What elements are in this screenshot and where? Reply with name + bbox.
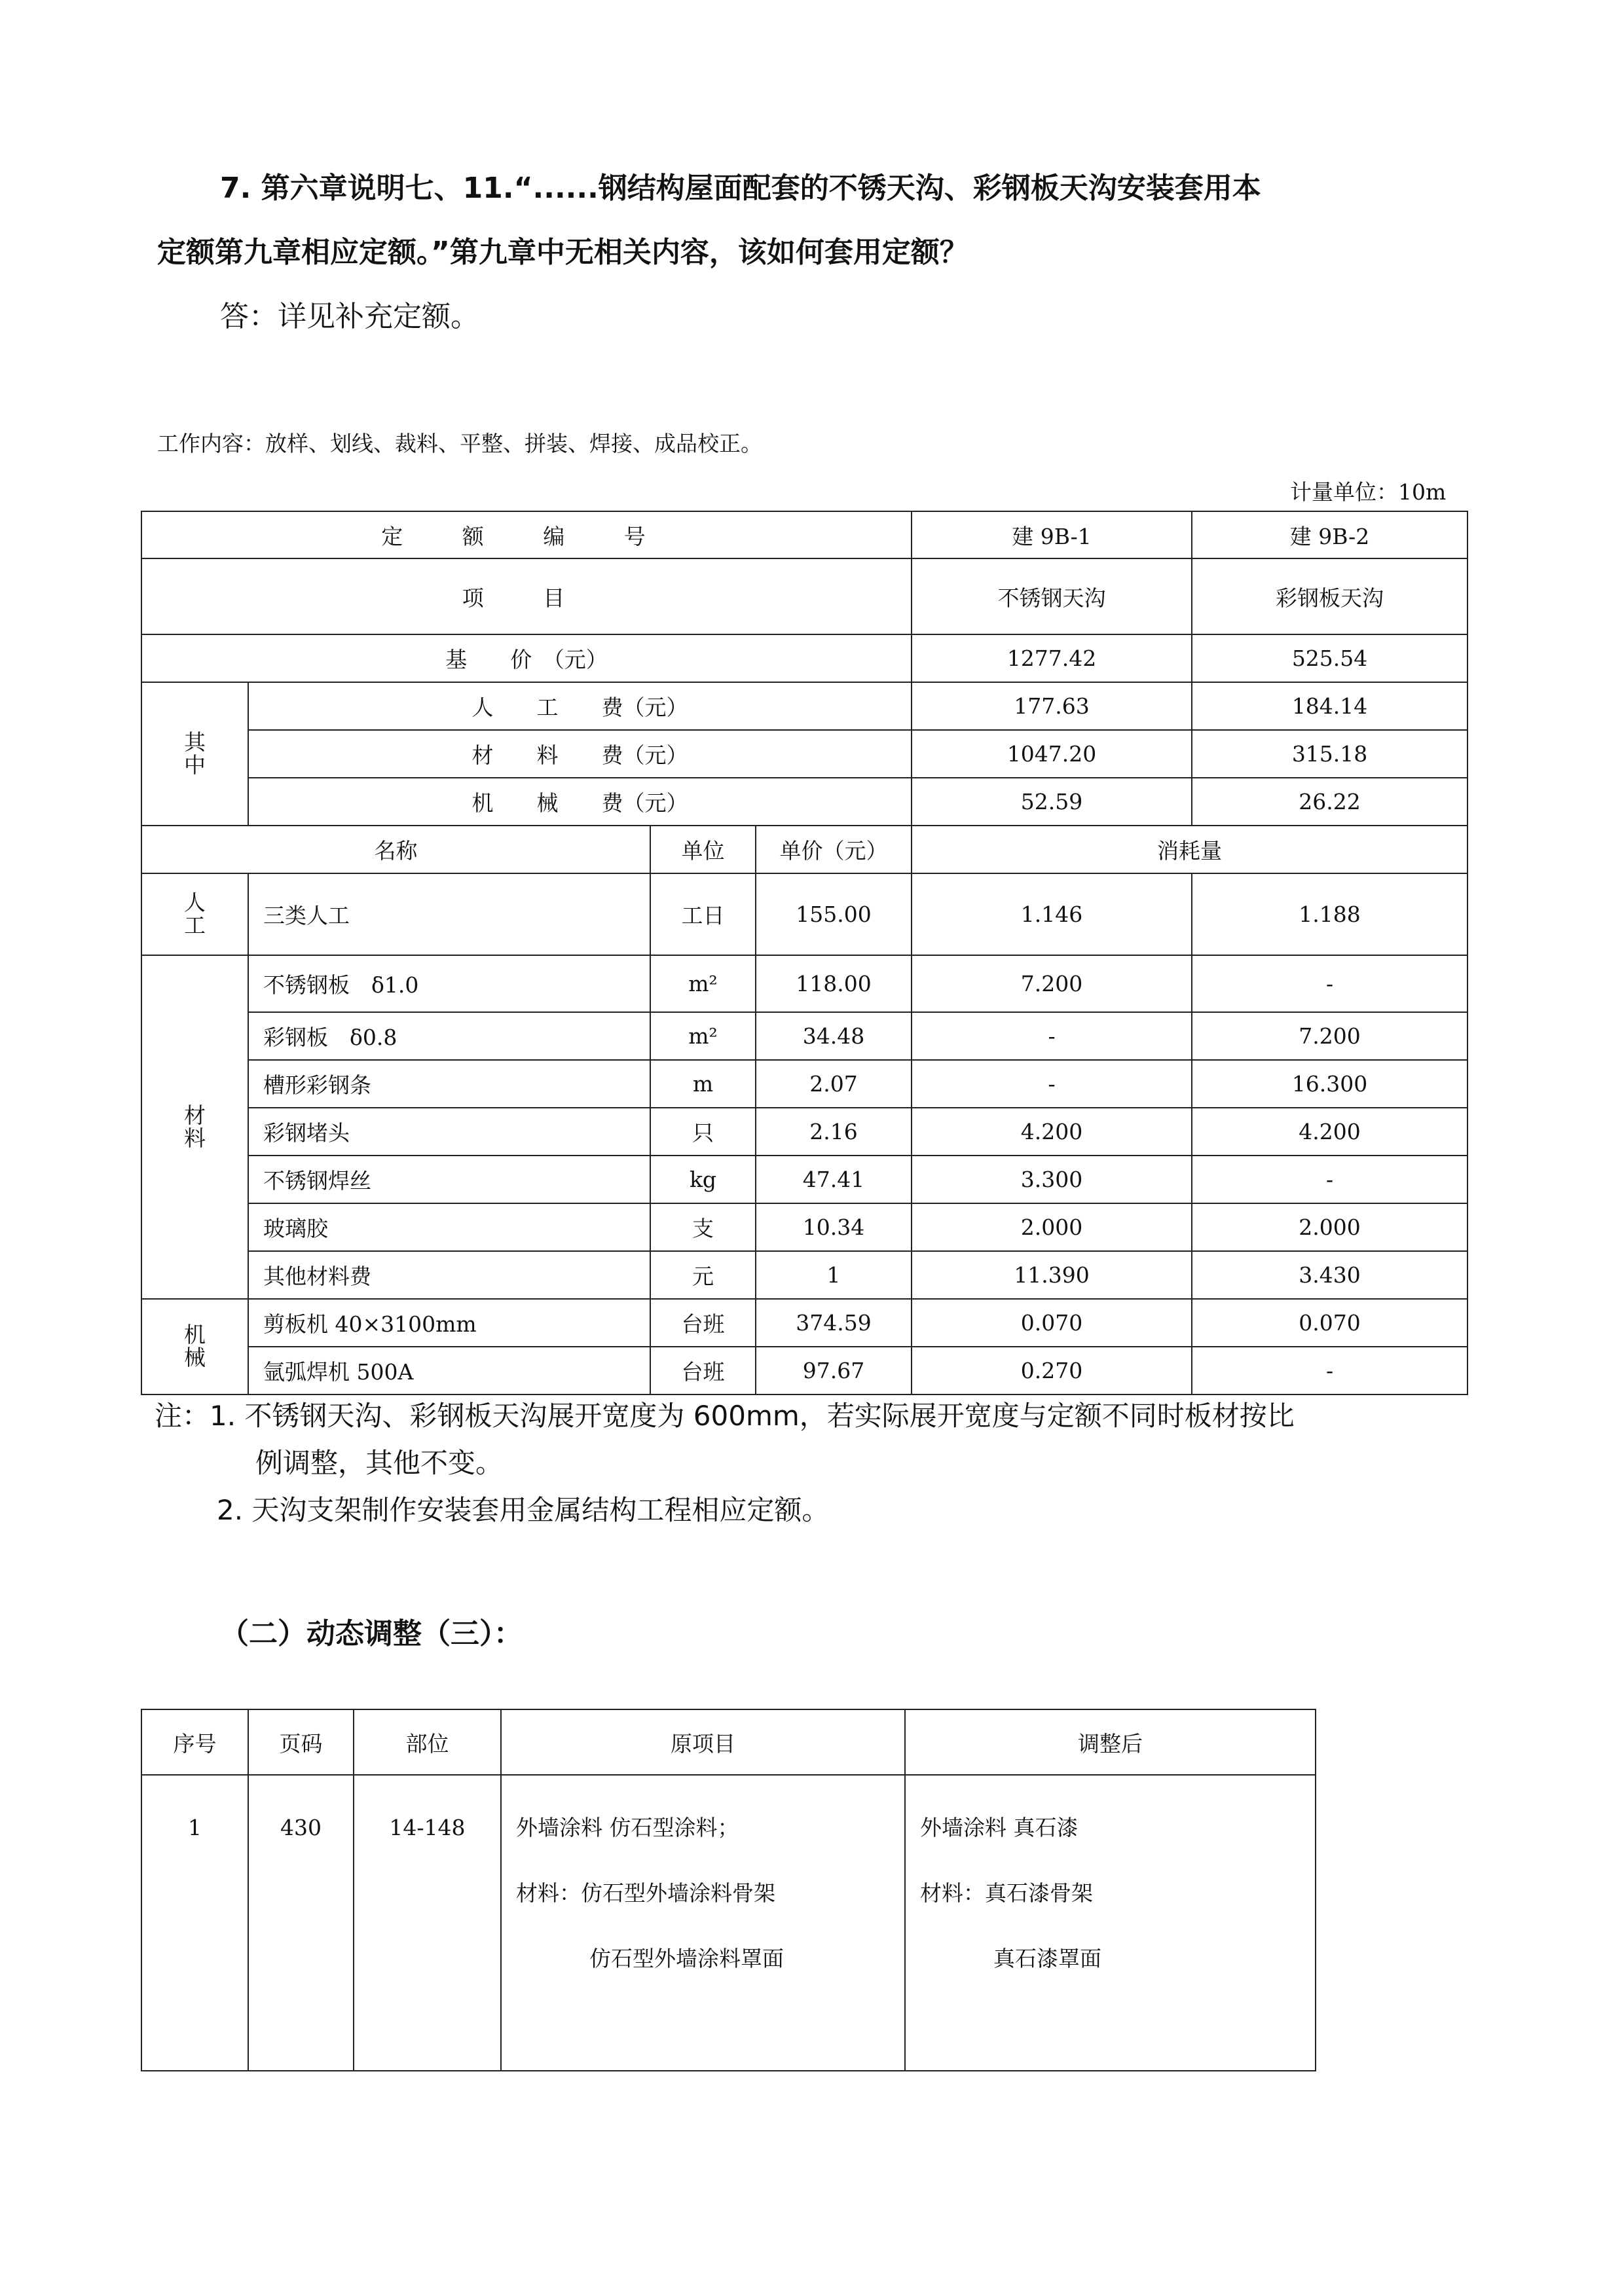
row-name: 玻璃胶 <box>248 1203 650 1251</box>
item-row <box>141 558 1467 634</box>
row-name: 槽形彩钢条 <box>248 1060 650 1108</box>
base-price-2: 525.54 <box>1192 634 1467 682</box>
base-price-1: 1277.42 <box>912 634 1192 682</box>
row-value-2: 7.200 <box>1192 1012 1467 1060</box>
row-value-1: 0.270 <box>912 1347 1192 1394</box>
row-unit: kg <box>650 1156 756 1203</box>
row-unit: 只 <box>650 1108 756 1156</box>
measurement-unit: 计量单位：10m <box>1290 479 1447 505</box>
of-which-label: 其中 <box>184 729 206 778</box>
question-line-2: 定额第九章相应定额。”第九章中无相关内容，该如何套用定额？ <box>157 236 969 269</box>
labor-cost-1: 177.63 <box>912 682 1192 730</box>
labor-cost-2: 184.14 <box>1192 682 1467 730</box>
table-row <box>141 1775 1316 2071</box>
row-value-2: 4.200 <box>1192 1108 1467 1156</box>
row-name: 不锈钢板 δ1.0 <box>248 955 650 1012</box>
header-adjusted: 调整后 <box>905 1709 1316 1775</box>
row-unit: 元 <box>650 1251 756 1299</box>
adjustment-table <box>141 1709 1316 2071</box>
adjustment-header-row <box>141 1709 1316 1775</box>
header-name: 名称 <box>141 826 650 873</box>
table-row <box>141 1251 1467 1299</box>
header-unit: 单位 <box>650 826 756 873</box>
original-line-2: 材料：仿石型外墙涂料骨架 <box>516 1880 775 1906</box>
machine-cost-1: 52.59 <box>912 778 1192 826</box>
row-no: 1 <box>141 1775 248 2071</box>
adjusted-line-1: 外墙涂料 真石漆 <box>920 1815 1079 1840</box>
group-label-machinery: 机械 <box>184 1322 206 1370</box>
group-label-materials: 材料 <box>184 1102 206 1151</box>
header-part: 部位 <box>354 1709 501 1775</box>
item-2: 彩钢板天沟 <box>1192 558 1467 634</box>
row-unit: m <box>650 1060 756 1108</box>
material-cost-1: 1047.20 <box>912 730 1192 778</box>
row-value-2: 3.430 <box>1192 1251 1467 1299</box>
quota-code-row <box>141 511 1467 558</box>
row-page: 430 <box>248 1775 354 2071</box>
group-label-labor: 人工 <box>184 889 206 938</box>
row-value-1: 4.200 <box>912 1108 1192 1156</box>
row-value-1: 2.000 <box>912 1203 1192 1251</box>
row-value-1: 0.070 <box>912 1299 1192 1347</box>
question-line-1: 7. 第六章说明七、11.“......钢结构屋面配套的不锈天沟、彩钢板天沟安装套用本 <box>220 172 1261 205</box>
row-price: 10.34 <box>756 1203 912 1251</box>
work-content: 工作内容：放样、划线、裁料、平整、拼装、焊接、成品校正。 <box>157 431 762 456</box>
row-price: 155.00 <box>756 873 912 955</box>
header-original: 原项目 <box>501 1709 905 1775</box>
row-value-2: - <box>1192 1156 1467 1203</box>
row-price: 2.07 <box>756 1060 912 1108</box>
section-title: （二）动态调整（三）： <box>220 1617 523 1650</box>
row-value-1: 11.390 <box>912 1251 1192 1299</box>
row-part: 14-148 <box>354 1775 501 2071</box>
table-row <box>141 1060 1467 1108</box>
row-value-2: 2.000 <box>1192 1203 1467 1251</box>
row-price: 2.16 <box>756 1108 912 1156</box>
note-line-2: 例调整，其他不变。 <box>255 1447 504 1479</box>
row-unit: 台班 <box>650 1299 756 1347</box>
row-value-1: - <box>912 1060 1192 1108</box>
row-adjusted <box>905 1775 1316 2071</box>
header-page: 页码 <box>248 1709 354 1775</box>
row-value-1: - <box>912 1012 1192 1060</box>
table-row <box>141 1203 1467 1251</box>
note-line-1: 注：1. 不锈钢天沟、彩钢板天沟展开宽度为 600mm，若实际展开宽度与定额不同时板材按比 <box>155 1400 1295 1432</box>
row-name: 彩钢板 δ0.8 <box>248 1012 650 1060</box>
row-name: 三类人工 <box>248 873 650 955</box>
row-value-2: - <box>1192 1347 1467 1394</box>
table-row <box>141 1108 1467 1156</box>
row-unit: 工日 <box>650 873 756 955</box>
row-value-2: - <box>1192 955 1467 1012</box>
quota-code-2: 建 9B-2 <box>1192 511 1467 558</box>
item-1: 不锈钢天沟 <box>912 558 1192 634</box>
original-line-3: 仿石型外墙涂料罩面 <box>589 1946 784 1971</box>
machine-cost-2: 26.22 <box>1192 778 1467 826</box>
item-label: 项 目 <box>462 585 591 611</box>
consumption-header-row <box>141 826 1467 873</box>
row-name: 不锈钢焊丝 <box>248 1156 650 1203</box>
row-value-1: 7.200 <box>912 955 1192 1012</box>
quota-code-label: 定 额 编 号 <box>381 523 672 549</box>
row-price: 47.41 <box>756 1156 912 1203</box>
row-price: 1 <box>756 1251 912 1299</box>
header-unit-price: 单价（元） <box>756 826 912 873</box>
row-original <box>501 1775 905 2071</box>
row-price: 374.59 <box>756 1299 912 1347</box>
original-line-1: 外墙涂料 仿石型涂料； <box>516 1815 739 1840</box>
cost-row <box>141 778 1467 826</box>
row-value-2: 16.300 <box>1192 1060 1467 1108</box>
material-cost-label: 材 料 费（元） <box>248 730 912 778</box>
row-value-2: 0.070 <box>1192 1299 1467 1347</box>
answer: 答：详见补充定额。 <box>220 300 479 333</box>
cost-row <box>141 730 1467 778</box>
base-price-label: 基 价 （元） <box>141 634 912 682</box>
row-unit: 台班 <box>650 1347 756 1394</box>
table-row <box>141 1299 1467 1347</box>
quota-code-1: 建 9B-1 <box>912 511 1192 558</box>
row-price: 97.67 <box>756 1347 912 1394</box>
cost-row <box>141 682 1467 730</box>
table-row <box>141 1012 1467 1060</box>
header-consumption: 消耗量 <box>912 826 1467 873</box>
adjusted-line-3: 真石漆罩面 <box>993 1946 1101 1971</box>
table-row <box>141 955 1467 1012</box>
row-name: 剪板机 40×3100mm <box>248 1299 650 1347</box>
quota-table <box>141 511 1468 1395</box>
table-row <box>141 1347 1467 1394</box>
row-unit: m² <box>650 1012 756 1060</box>
row-value-1: 1.146 <box>912 873 1192 955</box>
adjusted-line-2: 材料：真石漆骨架 <box>920 1880 1093 1906</box>
table-row <box>141 873 1467 955</box>
row-name: 其他材料费 <box>248 1251 650 1299</box>
header-no: 序号 <box>141 1709 248 1775</box>
row-price: 118.00 <box>756 955 912 1012</box>
note-line-3: 2. 天沟支架制作安装套用金属结构工程相应定额。 <box>217 1494 830 1526</box>
material-cost-2: 315.18 <box>1192 730 1467 778</box>
row-name: 彩钢堵头 <box>248 1108 650 1156</box>
row-price: 34.48 <box>756 1012 912 1060</box>
machine-cost-label: 机 械 费（元） <box>248 778 912 826</box>
labor-cost-label: 人 工 费（元） <box>248 682 912 730</box>
row-value-2: 1.188 <box>1192 873 1467 955</box>
row-unit: m² <box>650 955 756 1012</box>
row-value-1: 3.300 <box>912 1156 1192 1203</box>
base-price-row <box>141 634 1467 682</box>
table-row <box>141 1156 1467 1203</box>
row-unit: 支 <box>650 1203 756 1251</box>
row-name: 氩弧焊机 500A <box>248 1347 650 1394</box>
